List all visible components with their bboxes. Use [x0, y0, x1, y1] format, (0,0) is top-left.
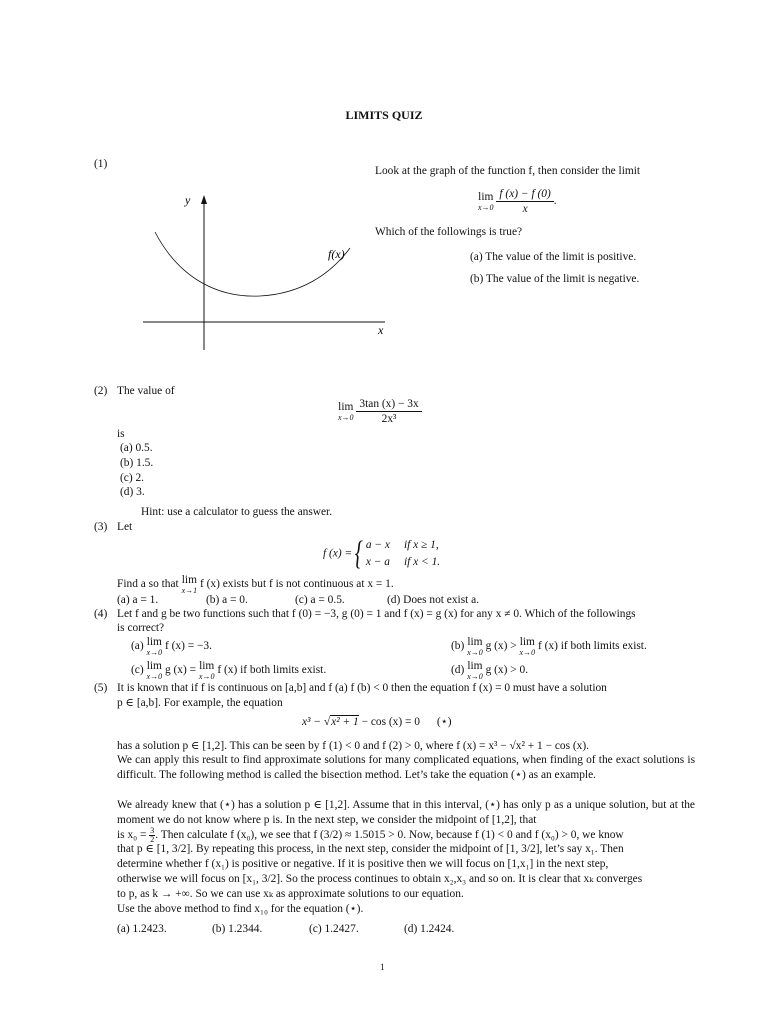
q5-option-c: (c) 1.2427. [309, 923, 359, 935]
q3-option-d: (d) Does not exist a. [387, 594, 480, 606]
page-number: 1 [380, 962, 385, 972]
q3-intro: Let [117, 521, 133, 533]
q5-para2e: otherwise we will focus on [x₁, 3/2]. So the process continues to obtain x₂,x₃ and so on. It is clear that xₖ converges [117, 873, 643, 885]
opt-b-text: f (x) if both limits exist. [537, 640, 647, 653]
opt-b-label: (b) [451, 640, 465, 653]
opt-c-mid: g (x) = [164, 664, 197, 677]
q2-hint: Hint: use a calculator to guess the answer. [141, 506, 333, 518]
q5-para3: Use the above method to find x₁₀ for the equation (⋆). [117, 903, 364, 915]
q1-numerator: f (x) − f (0) [496, 187, 553, 202]
q5-option-d: (d) 1.2424. [404, 923, 455, 935]
case2: x − a [365, 556, 390, 568]
opt-a-text: f (x) = −3. [164, 640, 212, 653]
q5-equation: x³ − √x² + 1 − cos (x) = 0 (⋆) [302, 716, 452, 728]
q1-limit: lim x→0 $\frac{f (x) - f (0)}{x}$ . [478, 188, 557, 215]
q3-find1: Find a so that [117, 578, 179, 591]
q4-option-c [131, 660, 326, 681]
q3-piecewise: f (x) ={ a − x if x ≥ 1, x − a if x < 1. [323, 535, 441, 572]
y-axis-label: y [185, 193, 191, 207]
q2-number: (2) [94, 385, 108, 397]
lim-word: lim [146, 636, 162, 648]
q3-option-b: (b) a = 0. [206, 594, 248, 606]
lim-sub: x→0 [478, 203, 494, 212]
cond1: if x ≥ 1, [403, 539, 439, 551]
q5-line1: It is known that if f is continuous on [a,b] and f (a) f (b) < 0 then the equation f (x) = 0 must have a solution [117, 682, 607, 694]
q1-text: Look at the graph of the function f, then consider the limit [375, 165, 641, 177]
case1: a − x [365, 539, 390, 551]
lim-word: lim [181, 574, 197, 586]
q5-para2a: We already knew that (⋆) has a solution p ∈ [1,2]. Assume that in this interval, (⋆) has only p as a unique solution, but at the moment we do not know where p is. In the next step, we consider the midpoint of [1,2], that [117, 799, 695, 826]
q3-find2: f (x) exists but f is not continuous at x = 1. [199, 578, 394, 591]
q3-number: (3) [94, 521, 108, 533]
q5-para1: We can apply this result to find approximate solutions for many complicated equations, when finding of the exact solutions is difficult. The following method is called the bisection method. Let’s take the equation (⋆) as an example. [117, 754, 695, 781]
q3-option-c: (c) a = 0.5. [295, 594, 345, 606]
q4-line1: Let f and g be two functions such that f (0) = −3, g (0) = 1 and f (x) = g (x) for any x ≠ 0. Which of the followings [117, 608, 636, 620]
q2-option-a: (a) 0.5. [120, 442, 153, 454]
lim-sub: x→0 [198, 672, 215, 681]
para2b-pre: is x₀ = [117, 829, 147, 842]
q4-option-d [451, 660, 528, 681]
q5-line3: has a solution p ∈ [1,2]. This can be seen by f (1) < 0 and f (2) > 0, where f (x) = x³ − √x² + 1 − cos (x). [117, 740, 590, 752]
q5-para2c: that p ∈ [1, 3/2]. By repeating this process, in the next step, consider the midpoint of [1, 3/2], let’s say x₁. Then [117, 843, 624, 855]
q1-number: (1) [94, 158, 108, 170]
lim-word: lim [478, 191, 494, 203]
lim-sub: x→0 [519, 648, 536, 657]
q3-find [117, 574, 394, 595]
lim-word: lim [467, 636, 483, 648]
cond2: if x < 1. [403, 556, 441, 568]
q5-para2f: to p, as k → +∞. So we can use xₖ as approximate solutions to our equation. [117, 888, 464, 900]
q4-option-b [451, 636, 647, 657]
x-axis-label: x [378, 323, 384, 337]
q5-line2: p ∈ [a,b]. For example, the equation [117, 697, 283, 709]
lim-word: lim [338, 401, 354, 413]
q2-intro: The value of [117, 385, 175, 397]
q2-is: is [117, 428, 125, 440]
page-title: LIMITS QUIZ [345, 108, 423, 122]
q3-option-a: (a) a = 1. [117, 594, 159, 606]
q2-numerator: 3tan (x) − 3x [356, 397, 421, 412]
q2-limit [338, 397, 422, 426]
q4-line2: is correct? [117, 622, 165, 634]
lim-sub: x→1 [181, 586, 198, 595]
opt-d-label: (d) [451, 664, 465, 677]
q5-option-b: (b) 1.2344. [212, 923, 263, 935]
eq-star: (⋆) [436, 716, 452, 728]
lim-word: lim [467, 660, 483, 672]
eq-post: − cos (x) = 0 [361, 716, 420, 728]
lim-sub: x→0 [467, 672, 483, 681]
half-den: 2 [150, 835, 155, 844]
opt-c-label: (c) [131, 664, 144, 677]
y-axis-arrow-icon [201, 195, 207, 204]
curve-label: f(x) [328, 247, 345, 261]
opt-d-text: g (x) > 0. [485, 664, 529, 677]
q2-option-c: (c) 2. [120, 472, 145, 484]
q1-question: Which of the followings is true? [375, 226, 523, 238]
q4-option-a [131, 636, 212, 657]
half-num: 3 [150, 826, 155, 835]
opt-a-label: (a) [131, 640, 144, 653]
eq-pre: x³ − [302, 716, 322, 728]
q1-option-a: (a) The value of the limit is positive. [470, 251, 637, 263]
eq-sqrt: x² + 1 [331, 716, 359, 728]
q5-option-a: (a) 1.2423. [117, 923, 167, 935]
q2-option-d: (d) 3. [120, 486, 145, 498]
q2-denominator: 2x³ [381, 413, 397, 425]
q1-graph [140, 190, 400, 360]
q4-number: (4) [94, 608, 108, 620]
curve-f [155, 232, 350, 296]
q1-option-b: (b) The value of the limit is negative. [470, 273, 640, 285]
lim-sub: x→0 [338, 413, 354, 422]
q5-number: (5) [94, 682, 108, 694]
q3-fx: f (x) = [323, 547, 353, 560]
lim-word: lim [199, 660, 215, 672]
q2-option-b: (b) 1.5. [120, 457, 154, 469]
opt-c-text: f (x) if both limits exist. [217, 664, 327, 677]
lim-sub: x→0 [146, 648, 163, 657]
lim-sub: x→0 [467, 648, 483, 657]
q1-denominator: x [522, 203, 528, 215]
lim-word: lim [146, 660, 162, 672]
para2b-post: . Then calculate f (x₀), we see that f (3/2) ≈ 1.5015 > 0. Now, because f (1) < 0 and f (x₀) > 0, we know [155, 829, 624, 842]
opt-b-mid: g (x) > [485, 640, 517, 653]
q5-para2d: determine whether f (x₁) is positive or negative. If it is positive then we will focus on [1,x₁] in the next step, [117, 858, 609, 870]
lim-sub: x→0 [146, 672, 163, 681]
lim-word: lim [519, 636, 535, 648]
